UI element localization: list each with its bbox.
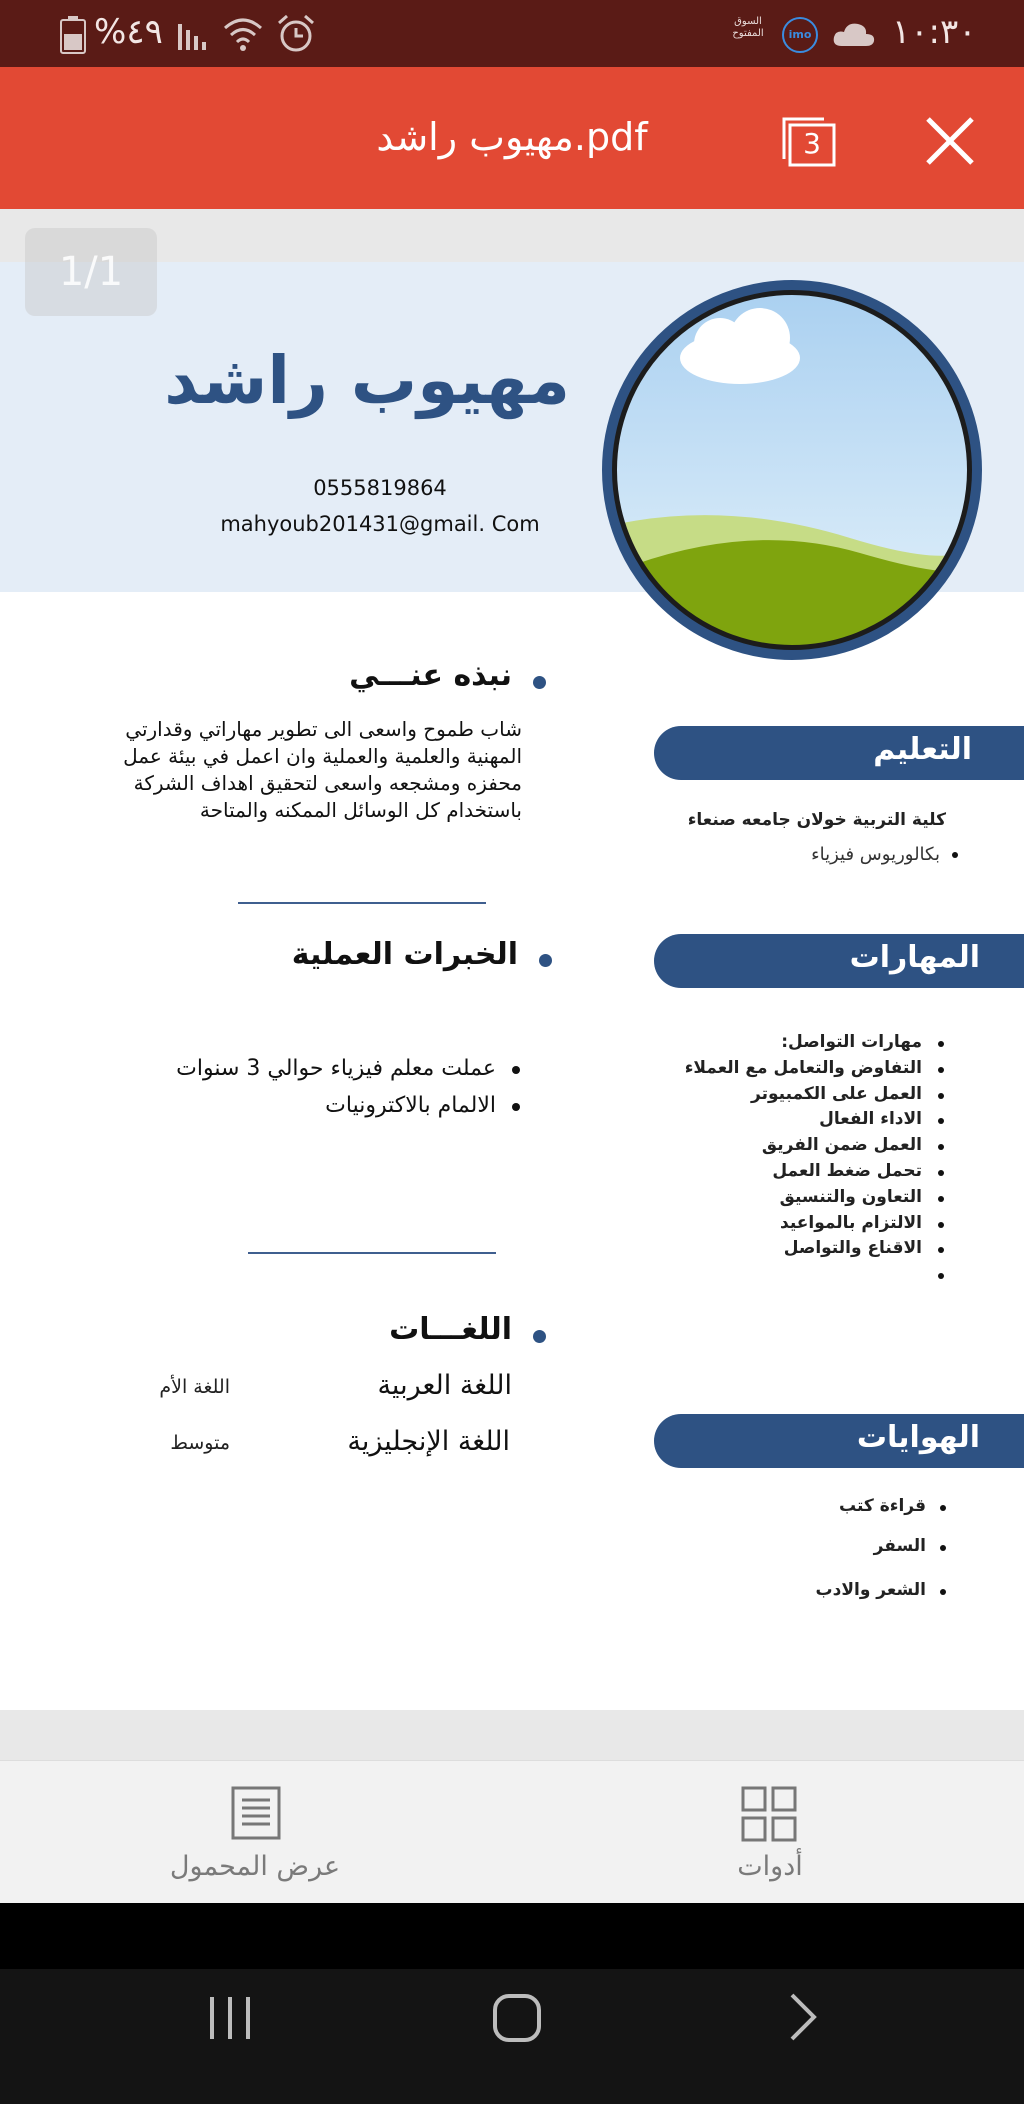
skill-item: مهارات التواصل:: [680, 1032, 950, 1058]
experience-heading: الخبرات العملية: [291, 937, 518, 972]
experience-item: عملت معلم فيزياء حوالي 3 سنوات: [120, 1056, 522, 1093]
resume-email: mahyoub201431@gmail. Com: [220, 512, 540, 536]
education-degree: بكالوريوس فيزياء: [700, 844, 958, 865]
close-icon: [922, 113, 978, 169]
pdf-page[interactable]: [0, 262, 1024, 1710]
tools-label: أدوات: [737, 1851, 803, 1882]
experience-bullet: [539, 954, 552, 967]
section-divider: [248, 1252, 496, 1254]
skill-item: تحمل ضغط العمل: [680, 1161, 950, 1187]
imo-icon: imo: [782, 17, 818, 53]
skill-item: الاقناع والتواصل: [680, 1238, 950, 1264]
skills-pill: المهارات: [654, 934, 1024, 988]
home-button[interactable]: [488, 1989, 548, 2049]
souq-app-icon: السوق المفتوح: [732, 16, 764, 39]
mobile-view-button[interactable]: [150, 1781, 360, 1891]
about-heading: نبذه عنـــي: [349, 658, 512, 693]
hobby-item: السفر: [690, 1536, 952, 1580]
skill-item: [680, 1264, 950, 1290]
mobile-view-label: عرض المحمول: [169, 1851, 341, 1882]
page-counter: 1/1: [25, 228, 157, 316]
alarm-icon: [276, 14, 316, 54]
status-bar: [0, 0, 1024, 67]
document-view-icon: [230, 1785, 282, 1841]
skill-item: التعاون والتنسيق: [680, 1187, 950, 1213]
languages-bullet: [533, 1330, 546, 1343]
wifi-icon: [222, 16, 264, 52]
document-title: مهيوب راشد.pdf: [376, 115, 648, 159]
hobby-item: الشعر والادب: [690, 1580, 952, 1620]
tabs-button[interactable]: [780, 115, 836, 167]
recent-apps-button[interactable]: [200, 1989, 260, 2049]
battery-percent: %٤٩: [94, 12, 163, 52]
skill-item: العمل ضمن الفريق: [680, 1135, 950, 1161]
bottom-toolbar: [0, 1760, 1024, 1904]
section-divider: [238, 902, 486, 904]
skill-item: العمل على الكمبيوتر: [680, 1084, 950, 1110]
skill-item: الالتزام بالمواعيد: [680, 1213, 950, 1239]
language-level: اللغة الأم: [159, 1376, 230, 1398]
grid-icon: [740, 1785, 798, 1843]
system-nav-bar: [0, 1903, 1024, 2104]
home-icon: [488, 1989, 548, 2049]
clock: ١٠:٣٠: [892, 12, 977, 52]
language-name: اللغة العربية: [377, 1370, 512, 1401]
skills-list: [680, 1032, 950, 1290]
languages-heading: اللغـــات: [389, 1312, 512, 1347]
back-button[interactable]: [774, 1989, 834, 2049]
nav-buttons-area: [0, 1969, 1024, 2104]
language-level: متوسط: [170, 1432, 230, 1454]
hobbies-list: [690, 1496, 952, 1620]
skill-item: التفاوض والتعامل مع العملاء: [680, 1058, 950, 1084]
about-bullet: [533, 676, 546, 689]
close-button[interactable]: [922, 113, 978, 169]
language-name: اللغة الإنجليزية: [347, 1426, 510, 1457]
tools-button[interactable]: [710, 1781, 830, 1891]
cloud-icon: [832, 20, 876, 48]
experience-list: [120, 1056, 522, 1130]
signal-icon: [176, 20, 212, 52]
resume-phone: 0555819864: [313, 476, 447, 500]
tabs-count: 3: [803, 127, 821, 160]
experience-item: الالمام بالاكترونيات: [120, 1093, 522, 1130]
app-header: [0, 67, 1024, 209]
about-text: شاب طموح واسعى الى تطوير مهاراتي وقدارتي المهنية والعلمية والعملية وان اعمل في بيئة عمل محفزه ومشجعه واسعى لتحقيق اهداف الشركة باستخدام كل الوسائل الممكنه والمتاحة: [123, 717, 522, 822]
recent-apps-icon: [200, 1989, 260, 2049]
education-pill: التعليم: [654, 726, 1024, 780]
hobby-item: قراءة كتب: [690, 1496, 952, 1536]
hobbies-pill: الهوايات: [654, 1414, 1024, 1468]
education-institution: كلية التربية خولان جامعه صنعاء: [687, 810, 946, 830]
back-chevron-icon: [774, 1989, 834, 2049]
battery-icon: [60, 16, 86, 54]
skill-item: الاداء الفعال: [680, 1109, 950, 1135]
profile-photo: [600, 278, 984, 662]
resume-name: مهيوب راشد: [164, 342, 570, 419]
